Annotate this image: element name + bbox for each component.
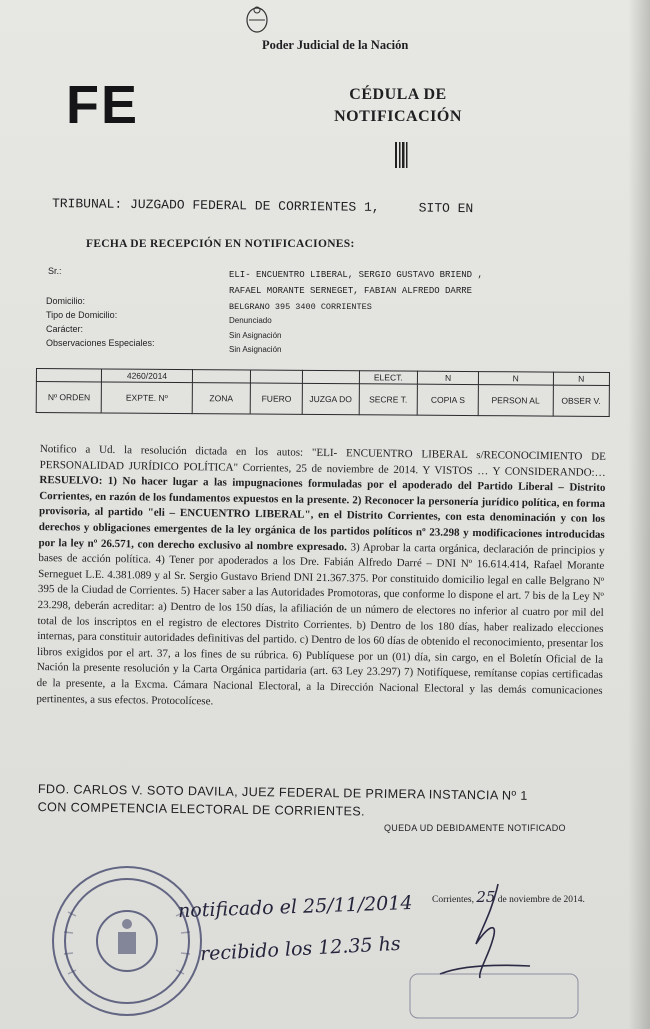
table-cell: ELECT. (359, 371, 418, 384)
organization-name: Poder Judicial de la Nación (262, 38, 409, 52)
field-value-recipients-cont: RAFAEL MORANTE SERNEGET, FABIAN ALFREDO DARRE (229, 286, 473, 296)
table-cell (303, 370, 359, 383)
tribunal-line: TRIBUNAL: JUZGADO FEDERAL DE CORRIENTES 1, SITO EN (51, 196, 474, 217)
place: Corrientes, (432, 895, 474, 905)
field-value-caracter: Sin Asignación (229, 331, 282, 340)
table-header-observ: OBSER V. (553, 385, 610, 416)
table-header-secret: SECRE T. (359, 384, 418, 415)
judge-signature-line-1: FDO. CARLOS V. SOTO DAVILA, JUEZ FEDERAL DE PRIMERA INSTANCIA Nº 1 (37, 781, 528, 803)
notified-statement: QUEDA UD DEBIDAMENTE NOTIFICADO (384, 823, 566, 833)
case-info-table (36, 368, 610, 417)
document-title (298, 84, 498, 128)
field-value-tipo-domicilio: Denunciado (229, 316, 272, 325)
field-label-sr: Sr.: (48, 266, 62, 276)
field-value-recipients: ELI- ENCUENTRO LIBERAL, SERGIO GUSTAVO BRIEND , (229, 270, 483, 280)
field-value-domicilio: BELGRANO 395 3400 CORRIENTES (229, 302, 372, 312)
table-header-personal: PERSON AL (478, 385, 553, 417)
judge-signature-block (37, 780, 617, 824)
table-cell: N (553, 372, 610, 385)
resolution-intro: Notifico a Ud. la resolución dictada en los autos: "ELI- ENCUENTRO LIBERAL s/RECONOCIMIENTO DE PERSONALIDAD JURÍDICO POLÍTICA" Corrientes, 25 de noviembre de 2014. Y VISTOS … Y CONSIDERANDO:… (39, 442, 606, 479)
table-cell (192, 370, 251, 383)
title-line-2: NOTIFICACIÓN (334, 108, 462, 125)
page-shadow (628, 0, 650, 1029)
resolution-text (36, 442, 606, 715)
court-seal-icon (48, 862, 206, 1020)
national-coat-of-arms-icon (242, 4, 272, 34)
handwritten-notified-note: notificado el 25/11/2014 (177, 891, 413, 923)
resolution-continued: 3) Aprobar la carta orgánica, declaración de principios y bases de acción política. 4) Tener por apoderados a los Dre. Fabián Alfredo Darré – DNI Nº 16.614.414, Rafael Morante Serneguet L.E. 4.381.089 y al Sr. Sergio Gustavo Briend DNI 21.367.375. Por constituido domicilio legal en calle Belgrano Nº 395 de la Ciudad de Corrientes. 5) Hacer saber a las Autoridades Promotoras, que conforme lo dispone el art. 7 bis de la Ley Nº 23.298, deberán acreditar: a) Dentro de los 150 días, la afiliación de un número de electores no inferior al cuatro por mil del total de los inscriptos en el registro de electores Distrito Corrientes. b) Dentro de los 180 días, haber realizado elecciones internas, para constituir autoridades definitivas del partido. c) Dentro de los 60 días de obtenido el reconocimiento, presentar los libros exigidos por el art. 37, a los fines de su rúbrica. 6) Publíquese por un (01) día, sin cargo, en el Boletín Oficial de la Nación la presente resolución y la Carta Orgánica partidaria (art. 63 Ley 23.297) 7) Notifíquese, remítanse copias certificadas de la presente, a la Excma. Cámara Nacional Electoral, a la Dirección Nacional Electoral y las demás comunicaciones pertinentes, a sus efectos. Protocolícese. (36, 540, 605, 707)
table-header-copias: COPIA S (417, 384, 478, 415)
fe-mark: FE (66, 75, 140, 135)
table-cell: N (418, 371, 479, 384)
reception-date-label: FECHA DE RECEPCIÓN EN NOTIFICACIONES: (86, 238, 355, 250)
table-cell-expte-number: 4260/2014 (102, 369, 192, 383)
field-label-caracter: Carácter: (46, 324, 84, 334)
table-cell (251, 370, 303, 383)
handwritten-signature-icon (380, 882, 580, 1022)
table-cell: N (478, 372, 553, 386)
date-rest: de noviembre de 2014. (497, 895, 585, 905)
barcode-icon (395, 142, 409, 168)
table-header-fuero: FUERO (250, 383, 302, 414)
title-line-1: CÉDULA DE (349, 86, 447, 103)
judge-signature-line-2: CON COMPETENCIA ELECTORAL DE CORRIENTES. (37, 799, 366, 819)
field-value-observaciones: Sin Asignación (229, 345, 282, 354)
field-label-observaciones: Observaciones Especiales: (46, 338, 155, 348)
table-header-orden: Nº ORDEN (36, 382, 102, 413)
table-cell (36, 369, 101, 382)
handwritten-day: 25 (476, 888, 496, 906)
table-header-expte: EXPTE. Nº (102, 382, 192, 414)
field-label-domicilio: Domicilio: (46, 296, 86, 306)
table-header-zona: ZONA (192, 383, 251, 414)
table-header-juzgado: JUZGA DO (302, 383, 359, 414)
handwritten-received-note: recibido los 12.35 hs (199, 932, 402, 966)
resolution-resuelvo: RESUELVO: 1) No hacer lugar a las impugnaciones formuladas por el apoderado del Partido Liberal – Distrito Corrientes, en razón de los fundamentos expuestos en la presente. 2) Reconocer la personería jurídico política, en forma provisoria, al partido "eli – ENCUENTRO LIBERAL", en el Distrito Corrientes, con esta denominación y con los derechos y obligaciones emergentes de la ley orgánica de los partidos políticos nº 23.298 y modificaciones introducidas por la ley nº 26.571, con derecho exclusivo al nombre expresado. (38, 474, 606, 553)
field-label-tipo-domicilio: Tipo de Domicilio: (46, 310, 118, 320)
